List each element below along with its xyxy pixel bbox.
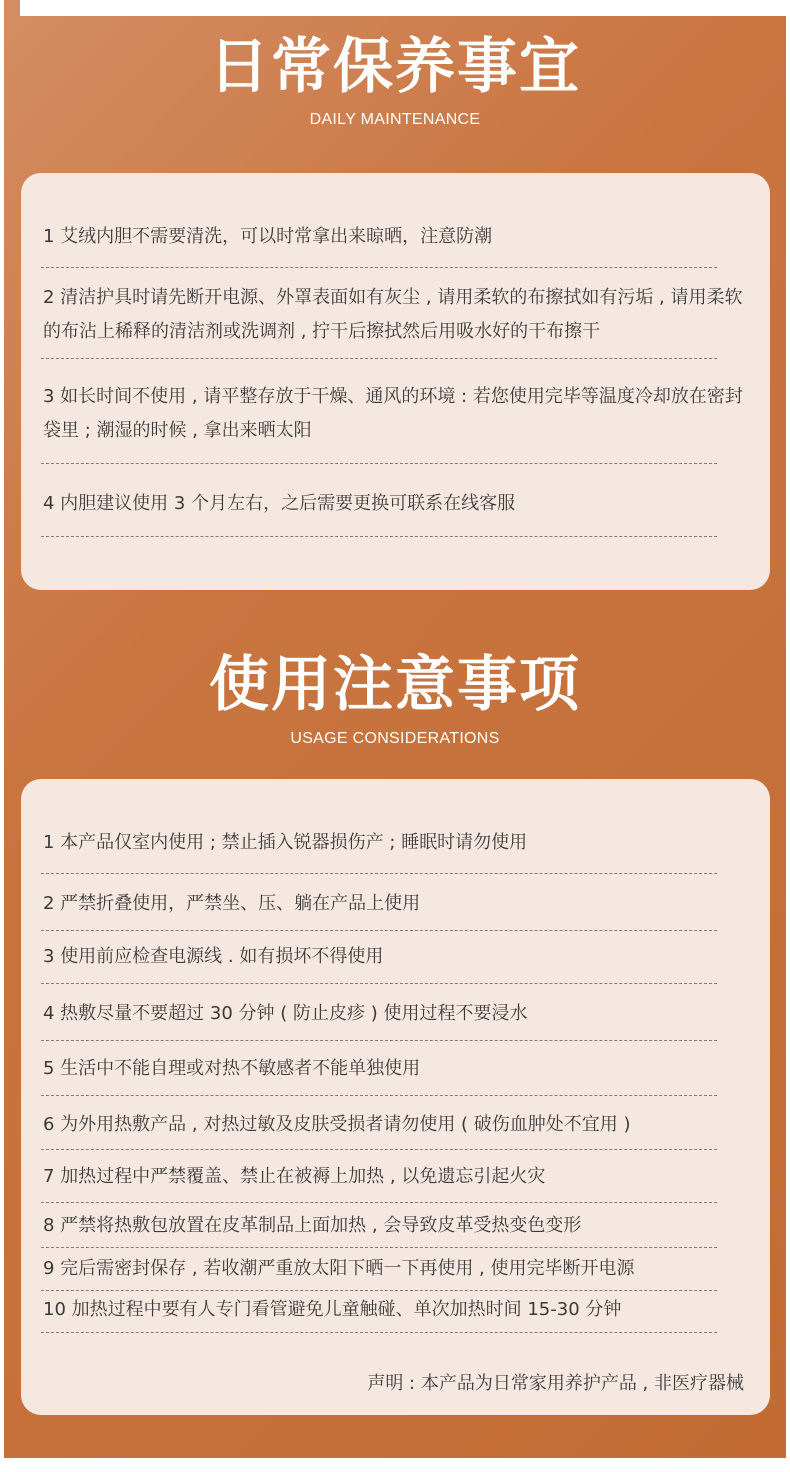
usage-item-8: 8 严禁将热敷包放置在皮革制品上面加热 , 会导致皮革受热变色变形	[43, 1215, 582, 1236]
usage-item-6: 6 为外用热敷产品 , 对热过敏及皮肤受损者请勿使用 ( 破伤血肿处不宜用 )	[43, 1114, 631, 1135]
divider	[41, 1332, 717, 1333]
divider	[41, 536, 717, 537]
divider	[41, 983, 717, 984]
divider	[41, 1040, 717, 1041]
maintenance-item-4: 4 内胆建议使用 3 个月左右，之后需要更换可联系在线客服	[43, 493, 516, 514]
maintenance-item-3: 3 如长时间不使用 , 请平整存放于干燥、通风的环境 : 若您使用完毕等温度冷却放在密封袋里 ; 潮湿的时候 , 拿出来晒太阳	[43, 386, 743, 441]
usage-item-3: 3 使用前应检查电源线 . 如有损坏不得使用	[43, 946, 384, 967]
divider	[41, 930, 717, 931]
usage-item-1: 1 本产品仅室内使用 ; 禁止插入锐器损伤产 ; 睡眠时请勿使用	[43, 832, 528, 853]
divider	[41, 1202, 717, 1203]
divider	[41, 1149, 717, 1150]
disclaimer-notice: 声明 : 本产品为日常家用养护产品 , 非医疗器械	[367, 1373, 744, 1394]
divider	[41, 1095, 717, 1096]
divider	[41, 1247, 717, 1248]
product-care-panel	[4, 0, 786, 1458]
usage-card	[21, 779, 770, 1415]
maintenance-subtitle: DAILY MAINTENANCE	[309, 111, 481, 128]
usage-subtitle: USAGE CONSIDERATIONS	[290, 730, 500, 747]
divider	[41, 463, 717, 464]
divider	[41, 873, 717, 874]
usage-item-9: 9 完后需密封保存 , 若收潮严重放太阳下晒一下再使用 , 使用完毕断开电源	[43, 1258, 635, 1279]
maintenance-title: 日常保养事宜	[209, 32, 581, 102]
divider	[41, 267, 717, 268]
maintenance-card	[21, 173, 770, 590]
divider	[41, 358, 717, 359]
usage-item-5: 5 生活中不能自理或对热不敏感者不能单独使用	[43, 1058, 421, 1079]
usage-item-7: 7 加热过程中严禁覆盖、禁止在被褥上加热 , 以免遗忘引起火灾	[43, 1166, 546, 1187]
usage-item-10: 10 加热过程中要有人专门看管避免儿童触碰、单次加热时间 15-30 分钟	[43, 1299, 622, 1320]
usage-item-2: 2 严禁折叠使用，严禁坐、压、躺在产品上使用	[43, 893, 421, 914]
usage-item-4: 4 热敷尽量不要超过 30 分钟 ( 防止皮疹 ) 使用过程不要浸水	[43, 1003, 528, 1024]
divider	[41, 1290, 717, 1291]
maintenance-item-1: 1 艾绒内胆不需要清洗，可以时常拿出来晾晒，注意防潮	[43, 226, 493, 247]
maintenance-item-2: 2 清洁护具时请先断开电源、外罩表面如有灰尘 , 请用柔软的布擦拭如有污垢 , 请用柔软的布沾上稀释的清洁剂或洗调剂 , 拧干后擦拭然后用吸水好的干布擦干	[43, 287, 743, 342]
usage-title: 使用注意事项	[209, 650, 581, 720]
top-white-strip	[20, 0, 786, 16]
